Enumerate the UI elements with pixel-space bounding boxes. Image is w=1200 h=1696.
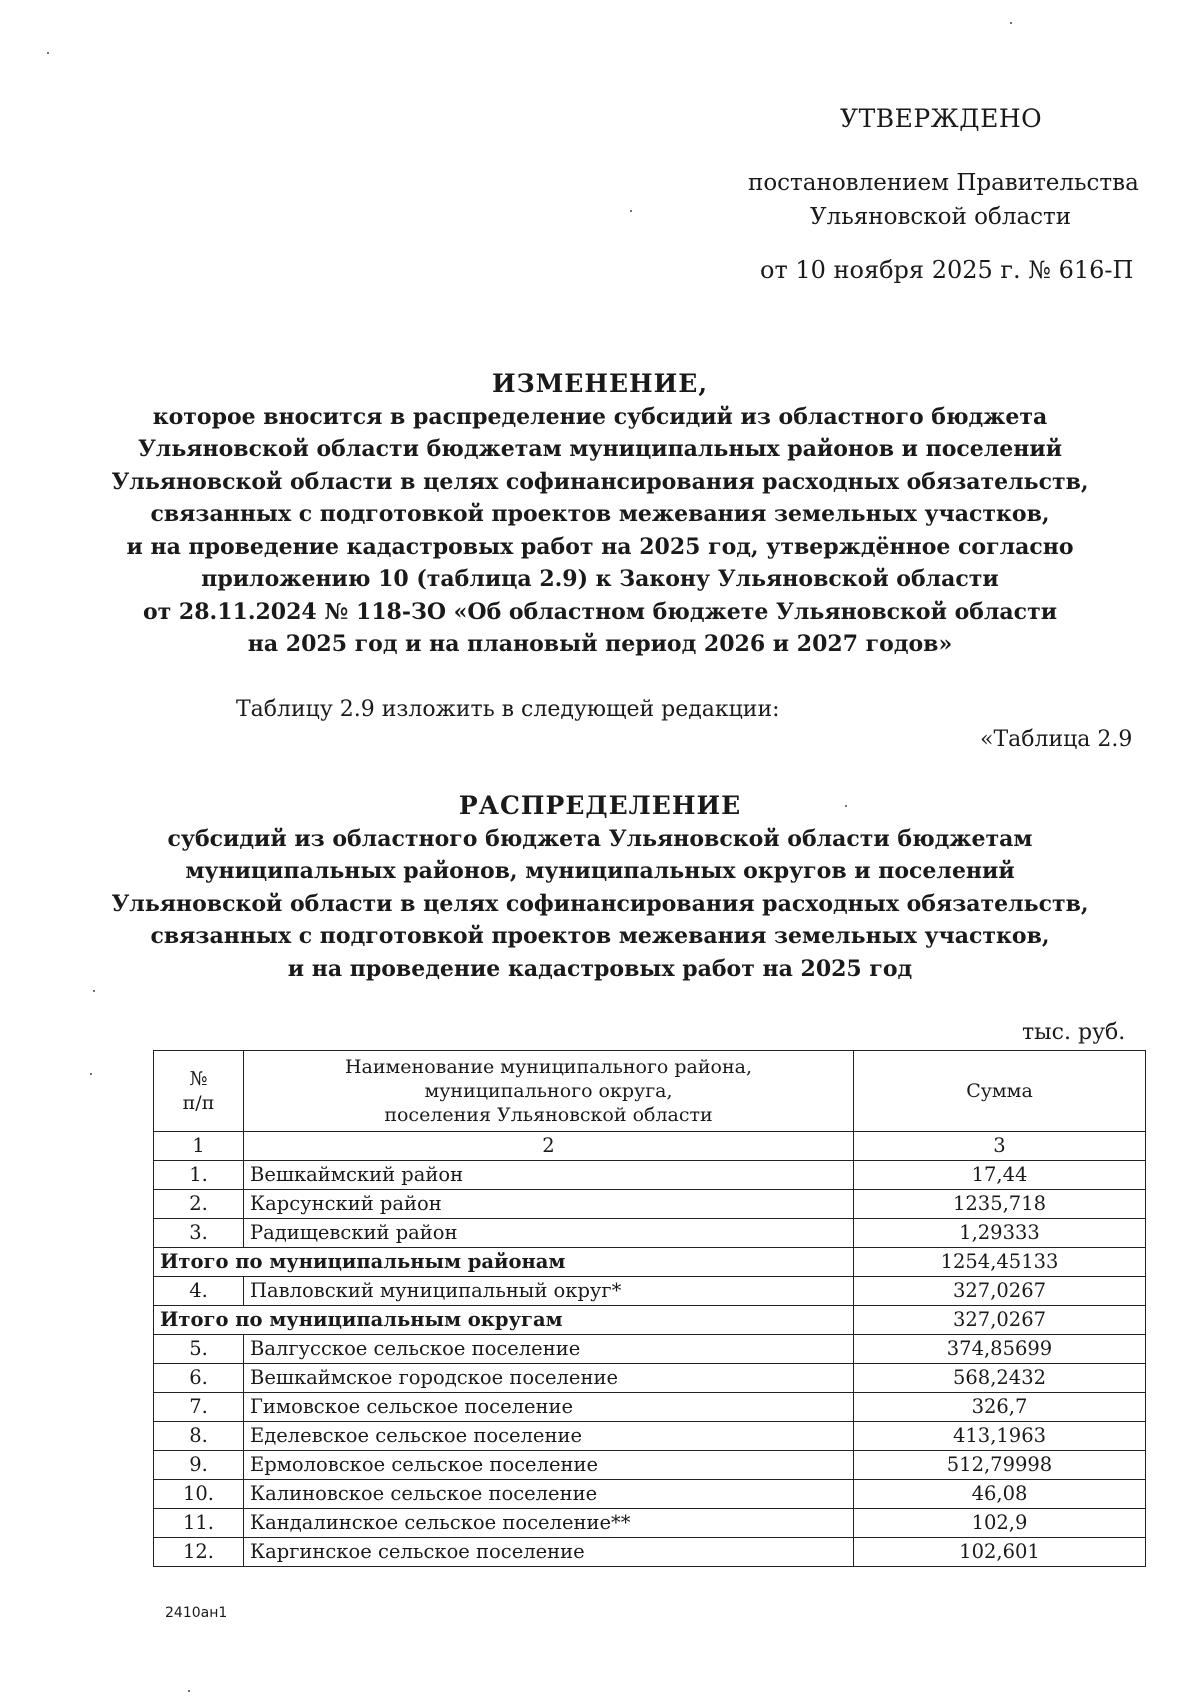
row-sum: 1235,718 [854, 1190, 1146, 1219]
scan-speck [93, 990, 95, 992]
row-number: 1. [154, 1161, 244, 1190]
subtotal-label: Итого по муниципальным районам [154, 1248, 854, 1277]
row-name: Каргинское сельское поселение [244, 1538, 854, 1567]
change-line: от 28.11.2024 № 118-ЗО «Об областном бюджете Ульяновской области [142, 598, 1058, 625]
column-number: 3 [854, 1132, 1146, 1161]
table-row [154, 1219, 1146, 1248]
table-row [154, 1190, 1146, 1219]
scan-speck [630, 210, 632, 212]
row-name: Гимовское сельское поселение [244, 1393, 854, 1422]
decree-date-number: от 10 ноября 2025 г. № 616-П [760, 256, 1134, 284]
table-row [154, 1509, 1146, 1538]
row-name: Калиновское сельское поселение [244, 1480, 854, 1509]
scan-speck [845, 805, 847, 807]
distribution-line: Ульяновской области в целях софинансирования расходных обязательств, [111, 890, 1089, 917]
table-row [154, 1422, 1146, 1451]
row-number: 7. [154, 1393, 244, 1422]
row-sum: 46,08 [854, 1480, 1146, 1509]
table-row [154, 1480, 1146, 1509]
row-number: 3. [154, 1219, 244, 1248]
subtotal-row [154, 1306, 1146, 1335]
subtotal-sum: 1254,45133 [854, 1248, 1146, 1277]
change-heading: ИЗМЕНЕНИЕ, [491, 369, 709, 398]
change-line: связанных с подготовкой проектов межевания земельных участков, [150, 501, 1050, 527]
row-number: 11. [154, 1509, 244, 1538]
row-number: 4. [154, 1277, 244, 1306]
row-sum: 568,2432 [854, 1364, 1146, 1393]
column-number: 2 [244, 1132, 854, 1161]
column-numbering-row [154, 1132, 1146, 1161]
distribution-heading: РАСПРЕДЕЛЕНИЕ [458, 791, 742, 820]
table-row [154, 1393, 1146, 1422]
distribution-line: муниципальных районов, муниципальных округов и поселений [185, 858, 1015, 884]
change-line: Ульяновской области бюджетам муниципальных районов и поселений [137, 436, 1063, 462]
scan-speck [1010, 22, 1012, 24]
distribution-line: субсидий из областного бюджета Ульяновской области бюджетам [167, 825, 1033, 852]
row-sum: 102,9 [854, 1509, 1146, 1538]
change-line: и на проведение кадастровых работ на 2025 год, утверждённое согласно [126, 533, 1074, 560]
change-line: Ульяновской области в целях софинансирования расходных обязательств, [111, 468, 1089, 495]
instruction-text: Таблицу 2.9 изложить в следующей редакции: [236, 697, 780, 722]
decree-line-2: Ульяновской области [810, 204, 1072, 230]
row-sum: 326,7 [854, 1393, 1146, 1422]
table-row [154, 1451, 1146, 1480]
row-number: 12. [154, 1538, 244, 1567]
table-reference: «Таблица 2.9 [980, 727, 1133, 752]
row-name: Вешкаймский район [244, 1161, 854, 1190]
row-number: 8. [154, 1422, 244, 1451]
table-row [154, 1335, 1146, 1364]
table-row [154, 1161, 1146, 1190]
row-name: Карсунский район [244, 1190, 854, 1219]
row-name: Кандалинское сельское поселение** [244, 1509, 854, 1538]
table-header-row [154, 1051, 1146, 1132]
row-name: Вешкаймское городское поселение [244, 1364, 854, 1393]
scan-speck [47, 52, 49, 54]
row-number: 9. [154, 1451, 244, 1480]
row-sum: 512,79998 [854, 1451, 1146, 1480]
row-name: Павловский муниципальный округ* [244, 1277, 854, 1306]
row-name: Радищевский район [244, 1219, 854, 1248]
table-row [154, 1364, 1146, 1393]
subtotal-sum: 327,0267 [854, 1306, 1146, 1335]
row-name: Валгусское сельское поселение [244, 1335, 854, 1364]
row-number: 10. [154, 1480, 244, 1509]
header-sum: Сумма [854, 1051, 1146, 1132]
row-name: Еделевское сельское поселение [244, 1422, 854, 1451]
row-sum: 17,44 [854, 1161, 1146, 1190]
change-line: которое вносится в распределение субсидий из областного бюджета [152, 403, 1048, 430]
subtotal-row [154, 1248, 1146, 1277]
scan-speck [188, 1690, 190, 1692]
row-sum: 1,29333 [854, 1219, 1146, 1248]
unit-label: тыс. руб. [1022, 1020, 1126, 1045]
approved-stamp: УТВЕРЖДЕНО [840, 104, 1043, 133]
row-name: Ермоловское сельское поселение [244, 1451, 854, 1480]
subtotal-label: Итого по муниципальным округам [154, 1306, 854, 1335]
row-number: 6. [154, 1364, 244, 1393]
scan-speck [90, 1073, 92, 1075]
table-row [154, 1538, 1146, 1567]
decree-line-1: постановлением Правительства [748, 170, 1139, 196]
distribution-title-block [110, 790, 1090, 985]
document-code: 2410ан1 [165, 1605, 228, 1621]
header-number: № п/п [154, 1051, 244, 1132]
column-number: 1 [154, 1132, 244, 1161]
row-number: 5. [154, 1335, 244, 1364]
row-number: 2. [154, 1190, 244, 1219]
row-sum: 327,0267 [854, 1277, 1146, 1306]
row-sum: 374,85699 [854, 1335, 1146, 1364]
distribution-line: связанных с подготовкой проектов межевания земельных участков, [150, 923, 1050, 949]
table-row [154, 1277, 1146, 1306]
header-name: Наименование муниципального района, муниципального округа, поселения Ульяновской области [244, 1051, 854, 1132]
change-title-block [110, 368, 1090, 661]
change-line: приложению 10 (таблица 2.9) к Закону Ульяновской области [201, 566, 999, 592]
distribution-line: и на проведение кадастровых работ на 2025 год [287, 955, 913, 982]
distribution-table [153, 1050, 1146, 1567]
change-line: на 2025 год и на плановый период 2026 и 2027 годов» [247, 631, 953, 657]
row-sum: 102,601 [854, 1538, 1146, 1567]
row-sum: 413,1963 [854, 1422, 1146, 1451]
